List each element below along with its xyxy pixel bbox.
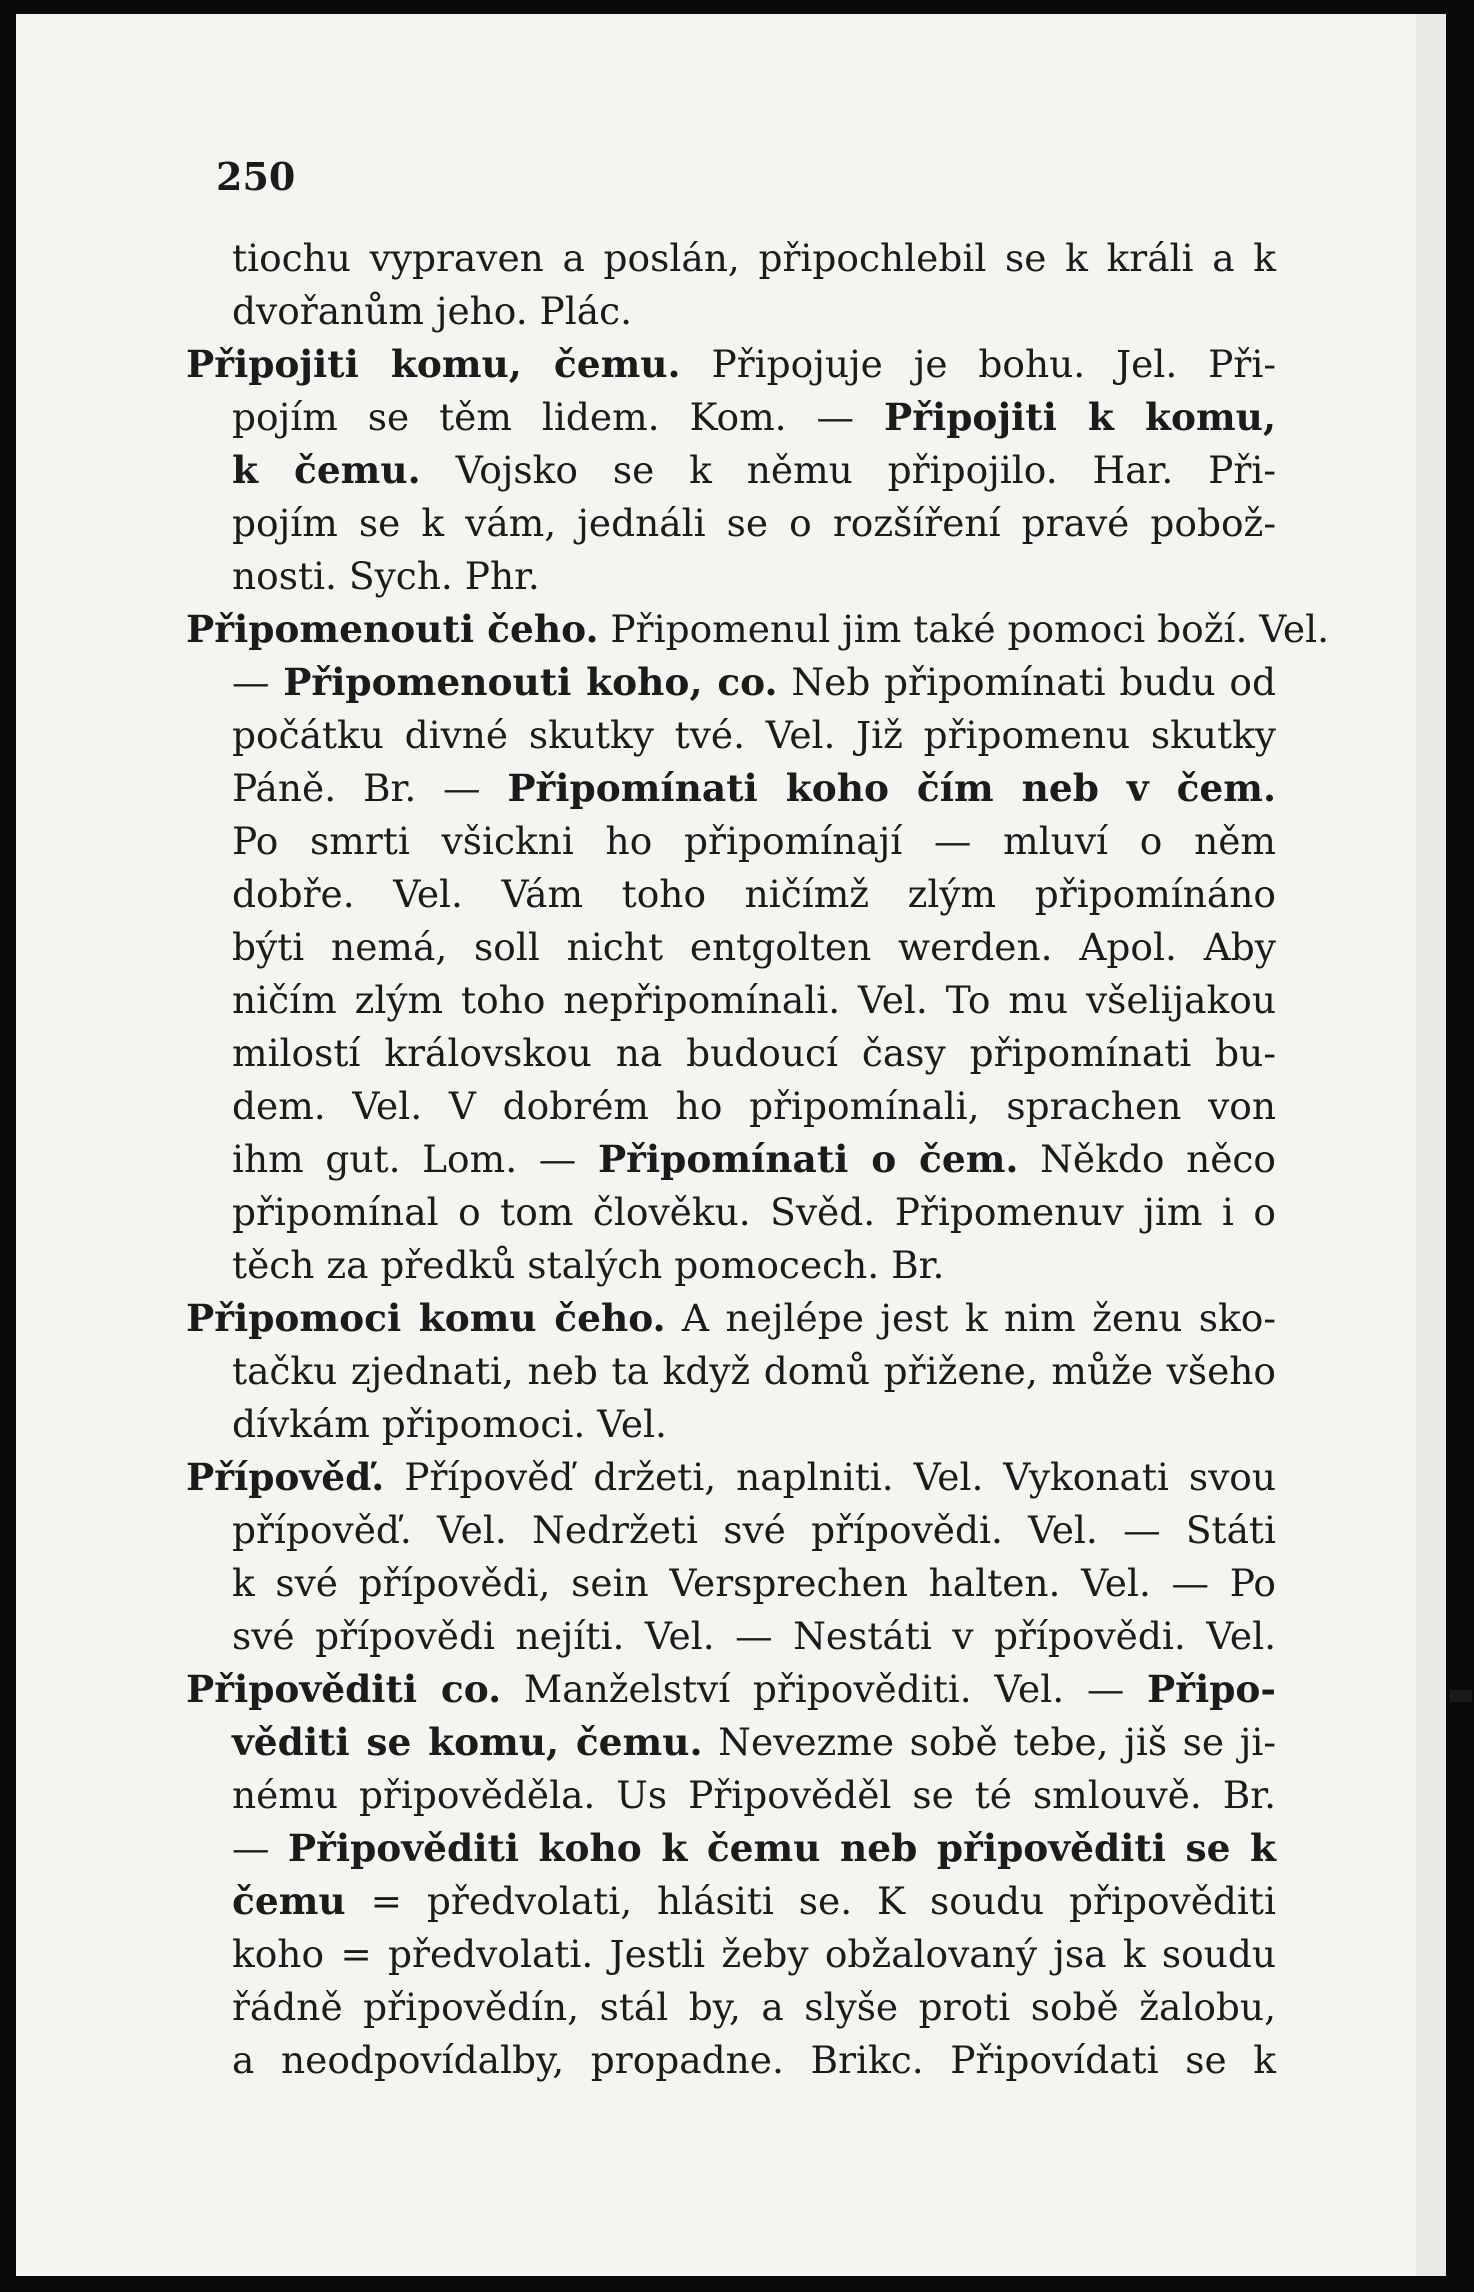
headword: čemu [232, 1879, 346, 1923]
headword: Připomínati koho čím neb v čem. [507, 766, 1276, 810]
text-line [232, 1027, 1276, 1080]
text-line [232, 285, 1276, 338]
text-line [232, 1875, 1276, 1928]
text-segment: Vojsko se k němu připojilo. Har. Při- [420, 448, 1276, 492]
text-segment: nosti. Sych. Phr. [232, 554, 540, 598]
page-number: 250 [216, 154, 296, 199]
next-page-edge [1416, 14, 1446, 2276]
text-segment: dem. Vel. V dobrém ho připomínali, sprachen von [232, 1084, 1276, 1128]
text-line [232, 2034, 1276, 2087]
headword: věditi se komu, čemu. [232, 1720, 703, 1764]
text-segment: své přípovědi nejíti. Vel. — Nestáti v přípovědi. Vel. [232, 1614, 1276, 1658]
text-line [232, 391, 1276, 444]
text-line [232, 974, 1276, 1027]
text-line [232, 1186, 1276, 1239]
text-segment: řádně připovědín, stál by, a slyše proti sobě žalobu, [232, 1985, 1276, 2029]
text-segment: Po smrti všickni ho připomínají — mluví o něm [232, 819, 1276, 863]
text-line [186, 338, 1276, 391]
text-line [232, 1080, 1276, 1133]
text-line [232, 1822, 1276, 1875]
text-line [232, 762, 1276, 815]
text-line [186, 1451, 1276, 1504]
headword: Připověditi koho k čemu neb připověditi se k [287, 1826, 1276, 1870]
text-segment: pojím se těm lidem. Kom. — [232, 395, 885, 439]
text-segment: Někdo něco [1018, 1137, 1276, 1181]
text-segment: pojím se k vám, jednáli se o rozšíření pravé pobož- [232, 501, 1276, 545]
text-segment: a neodpovídalby, propadne. Brikc. Připovídati se k [232, 2038, 1276, 2082]
text-segment: připomínal o tom člověku. Svěd. Připomenuv jim i o [232, 1190, 1276, 1234]
text-segment: milostí královskou na budoucí časy připomínati bu- [232, 1031, 1276, 1075]
headword: Připojiti komu, čemu. [186, 342, 681, 386]
text-segment: ničím zlým toho nepřipomínali. Vel. To mu všelijakou [232, 978, 1276, 1022]
text-line [232, 1239, 1276, 1292]
text-segment: Nevezme sobě tebe, jiš se ji- [702, 1720, 1276, 1764]
scan-mark [1450, 1690, 1472, 1702]
text-segment: počátku divné skutky tvé. Vel. Již připomenu skutky [232, 713, 1276, 757]
text-segment: A nejlépe jest k nim ženu sko- [665, 1296, 1277, 1340]
text-segment: dívkám připomoci. Vel. [232, 1402, 667, 1446]
headword: Připojiti k komu, [884, 395, 1276, 439]
text-line [232, 1398, 1276, 1451]
text-segment: přípověď. Vel. Nedržeti své přípovědi. Vel. — Státi [232, 1508, 1276, 1552]
text-segment: těch za předků stalých pomocech. Br. [232, 1243, 945, 1287]
text-line [232, 868, 1276, 921]
text-line [232, 1504, 1276, 1557]
text-segment: dobře. Vel. Vám toho ničímž zlým připomínáno [232, 872, 1276, 916]
text-line [186, 1292, 1276, 1345]
text-line [232, 232, 1276, 285]
text-line [232, 815, 1276, 868]
text-line [232, 550, 1276, 603]
text-segment: tačku zjednati, neb ta když domů přižene, může všeho [232, 1349, 1276, 1393]
text-segment: k své přípovědi, sein Versprechen halten. Vel. — Po [232, 1561, 1276, 1605]
text-segment: tiochu vypraven a poslán, připochlebil se k králi a k [232, 236, 1276, 280]
text-line [186, 1663, 1276, 1716]
text-segment: koho = předvolati. Jestli žeby obžalovaný jsa k soudu [232, 1932, 1276, 1976]
text-line [232, 1716, 1276, 1769]
book-page [16, 14, 1416, 2276]
headword: Připověditi co. [186, 1667, 502, 1711]
text-line [232, 1345, 1276, 1398]
text-line [232, 444, 1276, 497]
text-segment: Připojuje je bohu. Jel. Při- [680, 342, 1276, 386]
text-line [232, 921, 1276, 974]
headword: k čemu. [232, 448, 421, 492]
text-line [232, 1769, 1276, 1822]
text-line [232, 709, 1276, 762]
text-line [232, 1133, 1276, 1186]
text-line [232, 1557, 1276, 1610]
headword: Připomoci komu čeho. [186, 1296, 666, 1340]
text-line [232, 1981, 1276, 2034]
text-line [232, 1610, 1276, 1663]
headword: Připomenouti koho, co. [283, 660, 778, 704]
text-line [186, 603, 1330, 656]
headword: Připomínati o čem. [597, 1137, 1019, 1181]
text-segment: ihm gut. Lom. — [232, 1137, 598, 1181]
text-line [232, 497, 1276, 550]
dictionary-text [186, 232, 1330, 2087]
text-segment: nému připověděla. Us Připověděl se té smlouvě. Br. [232, 1773, 1276, 1817]
text-line [232, 1928, 1276, 1981]
text-segment: = předvolati, hlásiti se. K soudu připověditi [345, 1879, 1276, 1923]
text-segment: Připomenul jim také pomoci boží. Vel. [598, 607, 1330, 651]
text-line [232, 656, 1276, 709]
text-segment: — [232, 660, 284, 704]
headword: Připomenouti čeho. [186, 607, 599, 651]
text-segment: Přípověď držeti, naplniti. Vel. Vykonati svou [384, 1455, 1276, 1499]
headword: Přípověď. [186, 1455, 385, 1499]
text-segment: Páně. Br. — [232, 766, 508, 810]
headword: Připo- [1147, 1667, 1276, 1711]
scan-border [1446, 0, 1474, 2292]
text-segment: Manželství připověditi. Vel. — [501, 1667, 1147, 1711]
text-segment: Neb připomínati budu od [777, 660, 1277, 704]
text-segment: — [232, 1826, 288, 1870]
text-segment: býti nemá, soll nicht entgolten werden. Apol. Aby [232, 925, 1276, 969]
text-segment: dvořanům jeho. Plác. [232, 289, 633, 333]
